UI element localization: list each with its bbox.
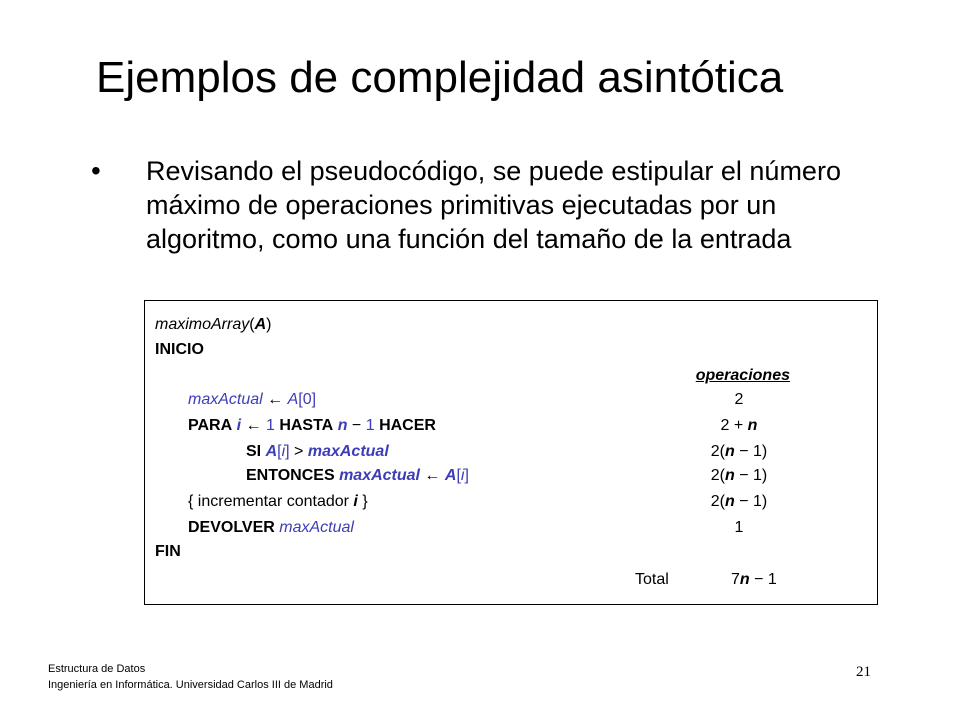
line1-code bbox=[188, 387, 316, 413]
total-prefix: 7 bbox=[731, 571, 740, 588]
line3-code bbox=[246, 439, 389, 465]
operaciones-header: operaciones bbox=[695, 367, 790, 384]
code-signature-line bbox=[145, 312, 877, 338]
count-suffix: − 1) bbox=[734, 493, 768, 510]
line4-code bbox=[246, 463, 469, 489]
total-n: n bbox=[739, 571, 750, 588]
function-name: maximoArray bbox=[155, 316, 250, 333]
code-line-4 bbox=[145, 463, 877, 489]
count-suffix: − 1) bbox=[734, 443, 768, 460]
start-value: 1 bbox=[265, 417, 275, 434]
line5-count bbox=[659, 489, 819, 515]
count-prefix: 2( bbox=[710, 443, 725, 460]
array-a: A bbox=[444, 467, 457, 484]
keyword-hasta: HASTA bbox=[279, 417, 334, 434]
array-a: A bbox=[265, 443, 278, 460]
var-maxactual: maxActual bbox=[307, 443, 389, 460]
bracket-open: [ bbox=[277, 443, 282, 460]
bullet-paragraph: Revisando el pseudocódigo, se puede estipular el número máximo de operaciones primitivas ejecutadas por un algoritmo, como una función del tamaño de la entrada bbox=[146, 156, 841, 254]
signature-group bbox=[155, 312, 271, 338]
signature-close-paren: ) bbox=[266, 316, 272, 333]
bullet-marker: • bbox=[91, 155, 101, 186]
code-inicio-line bbox=[145, 337, 877, 363]
line1-count: 2 bbox=[734, 391, 744, 408]
keyword-inicio: INICIO bbox=[155, 341, 204, 358]
line5-code bbox=[188, 489, 368, 515]
count-prefix: 2( bbox=[710, 467, 725, 484]
comment-text: { incrementar contador bbox=[188, 493, 354, 510]
var-i: i bbox=[236, 417, 242, 434]
slide-title: Ejemplos de complejidad asintótica bbox=[96, 53, 784, 102]
count-n: n bbox=[724, 467, 735, 484]
count-prefix: 2( bbox=[710, 493, 725, 510]
signature-open-paren: ( bbox=[249, 316, 255, 333]
count-n: n bbox=[724, 443, 735, 460]
keyword-fin: FIN bbox=[155, 543, 181, 560]
bracket-close: ] bbox=[285, 443, 290, 460]
code-line-6 bbox=[145, 515, 877, 541]
code-total-line bbox=[145, 567, 877, 593]
page-number: 21 bbox=[856, 664, 871, 680]
greater-than: > bbox=[289, 443, 308, 460]
var-maxactual: maxActual bbox=[339, 467, 420, 484]
keyword-hacer: HACER bbox=[379, 417, 436, 434]
line2-count bbox=[659, 413, 819, 439]
count-n: n bbox=[747, 417, 758, 434]
footer-institution: Ingeniería en Informática. Universidad Carlos III de Madrid bbox=[48, 679, 333, 691]
function-param: A bbox=[254, 316, 267, 333]
index-i: i bbox=[281, 443, 286, 460]
total-label: Total bbox=[635, 571, 669, 588]
line4-count bbox=[659, 463, 819, 489]
count-suffix: − 1) bbox=[734, 467, 768, 484]
minus-sign: − bbox=[347, 417, 366, 434]
line6-count: 1 bbox=[734, 519, 744, 536]
array-a: A bbox=[287, 391, 299, 408]
line3-count bbox=[659, 439, 819, 465]
var-maxactual: maxActual bbox=[279, 519, 354, 536]
total-value bbox=[731, 567, 777, 593]
line6-code bbox=[188, 515, 354, 541]
var-i: i bbox=[353, 493, 358, 510]
pseudocode-box bbox=[144, 300, 878, 605]
count-n: n bbox=[724, 493, 735, 510]
code-line-5 bbox=[145, 489, 877, 515]
line2-code bbox=[188, 413, 436, 439]
keyword-para: PARA bbox=[188, 417, 233, 434]
footer-course: Estructura de Datos bbox=[48, 663, 146, 675]
index-i: i bbox=[460, 467, 465, 484]
code-line-3 bbox=[145, 439, 877, 465]
keyword-si: SI bbox=[246, 443, 262, 460]
code-line-1 bbox=[145, 387, 877, 413]
bracket-open: [ bbox=[456, 467, 461, 484]
index-zero: [0] bbox=[298, 391, 317, 408]
assign-arrow: ← bbox=[262, 391, 288, 408]
assign-arrow: ← bbox=[419, 467, 445, 484]
count-prefix: 2 + bbox=[720, 417, 748, 434]
code-header-line bbox=[145, 363, 877, 389]
total-suffix: − 1 bbox=[749, 571, 777, 588]
end-offset: 1 bbox=[365, 417, 375, 434]
assign-arrow: ← bbox=[241, 417, 266, 434]
code-line-2 bbox=[145, 413, 877, 439]
var-maxactual: maxActual bbox=[188, 391, 263, 408]
keyword-entonces: ENTONCES bbox=[246, 467, 335, 484]
keyword-devolver: DEVOLVER bbox=[188, 519, 275, 536]
code-fin-line bbox=[145, 539, 877, 565]
var-n: n bbox=[337, 417, 348, 434]
comment-close: } bbox=[357, 493, 368, 510]
bracket-close: ] bbox=[464, 467, 469, 484]
